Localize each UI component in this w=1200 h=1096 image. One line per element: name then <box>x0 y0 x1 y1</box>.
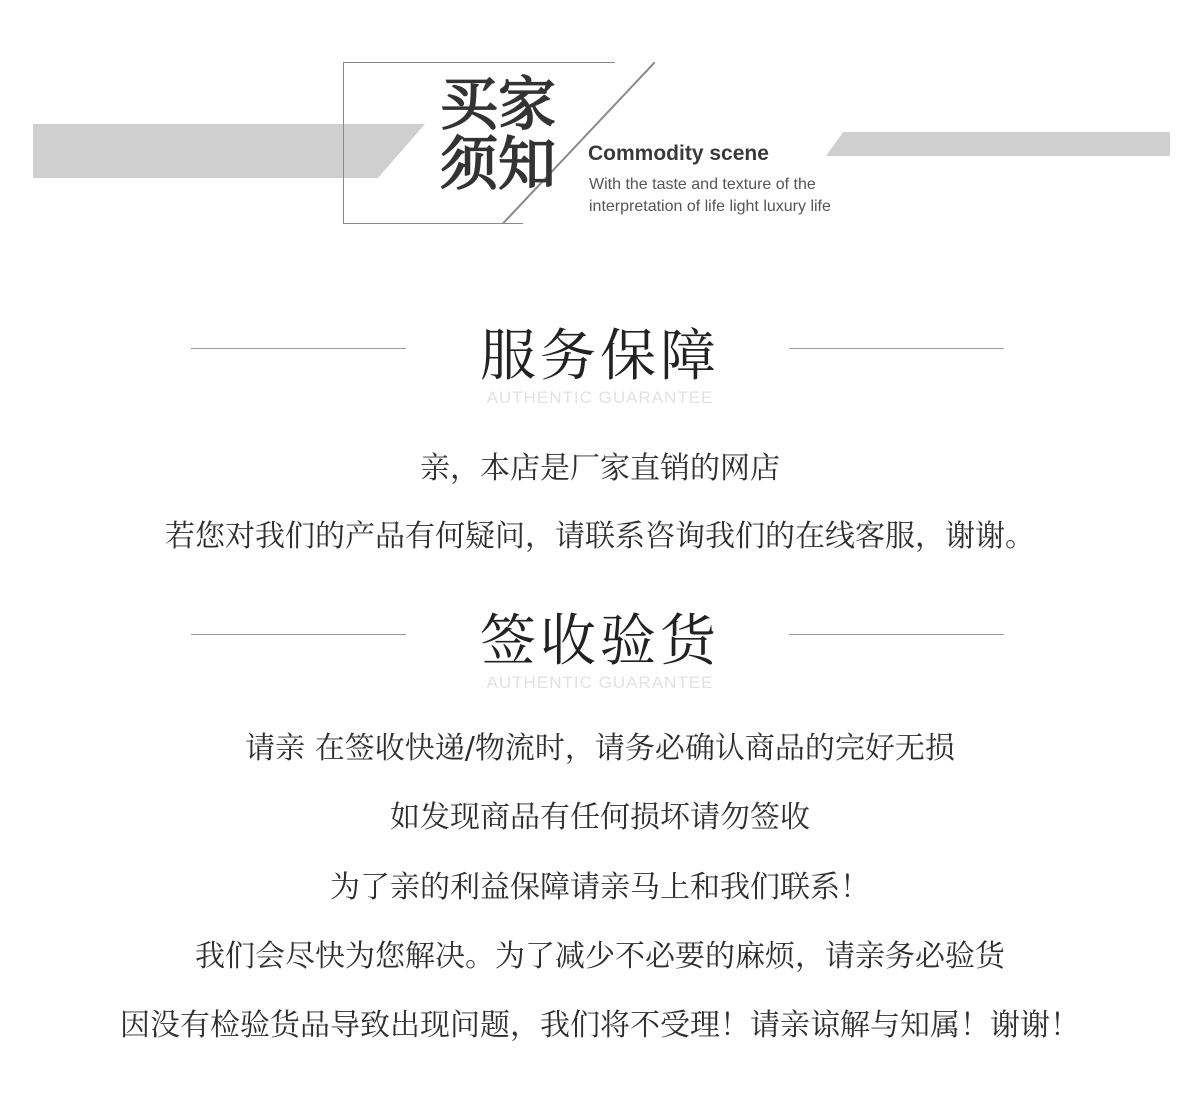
section1-rule-right <box>789 348 1004 349</box>
banner-subtitle <box>589 174 831 218</box>
section2-rule-right <box>789 634 1004 635</box>
section2-line-2: 如发现商品有任何损坏请勿签收 <box>390 800 810 835</box>
section2-line-4: 我们会尽快为您解决。为了减少不必要的麻烦，请亲务必验货 <box>195 939 1005 974</box>
section2-heading: 签收验货 <box>480 609 720 674</box>
section1-ghost-text: AUTHENTIC GUARANTEE <box>486 388 714 407</box>
banner-right-bar <box>826 132 1170 156</box>
section1-line-1: 亲，本店是厂家直销的网店 <box>420 451 780 486</box>
section2-ghost-text: AUTHENTIC GUARANTEE <box>486 673 714 692</box>
banner-title-line2: 须知 <box>440 130 557 198</box>
section1-line-2: 若您对我们的产品有何疑问，请联系咨询我们的在线客服，谢谢。 <box>165 519 1035 554</box>
section1-heading: 服务保障 <box>480 324 720 389</box>
section2-line-3: 为了亲的利益保障请亲马上和我们联系！ <box>330 870 870 905</box>
banner-title-en: Commodity scene <box>588 142 769 165</box>
banner-title-cn <box>440 70 590 198</box>
banner-title-line1: 买家 <box>440 70 557 138</box>
section1-rule-left <box>191 348 406 349</box>
section2-line-1: 请亲 在签收快递/物流时，请务必确认商品的完好无损 <box>245 731 955 766</box>
banner-subtitle-line1: With the taste and texture of the <box>589 176 816 193</box>
section2-line-5: 因没有检验货品导致出现问题，我们将不受理！请亲谅解与知属！谢谢！ <box>120 1008 1080 1043</box>
banner-subtitle-line2: interpretation of life light luxury life <box>589 198 831 215</box>
section2-rule-left <box>191 634 406 635</box>
